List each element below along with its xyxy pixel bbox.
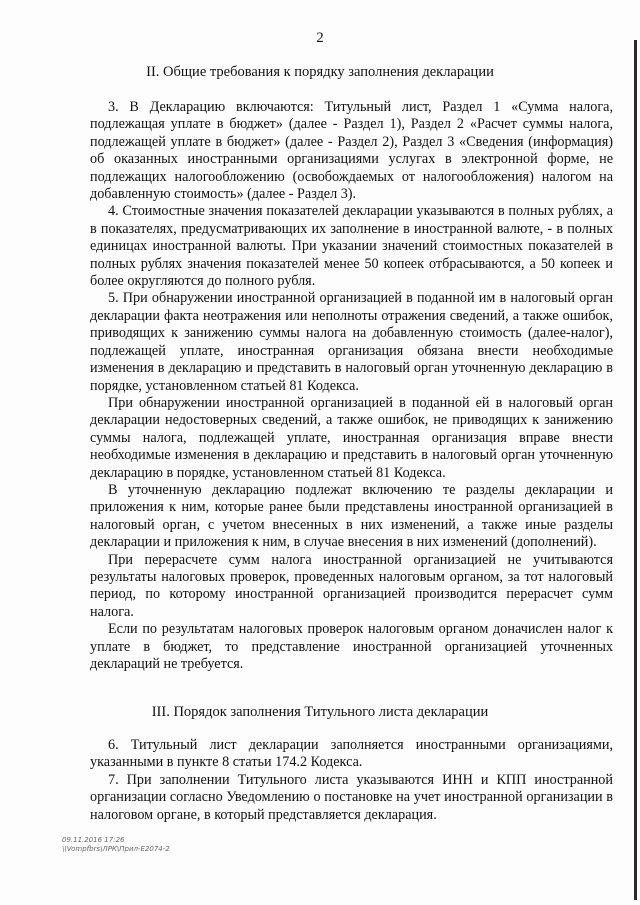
paragraph-7: 7. При заполнении Титульного листа указываются ИНН и КПП иностранной организации согласно Уведомлению о постановке на учет иностранной организации в налоговом органе, в который представляется декларация. bbox=[90, 771, 613, 823]
section-2-title: II. Общие требования к порядку заполнения декларации bbox=[146, 64, 494, 80]
paragraph-6: 6. Титульный лист декларации заполняется иностранными организациями, указанными в пункте 8 статьи 174.2 Кодекса. bbox=[90, 737, 613, 771]
paragraph-5-5: Если по результатам налоговых проверок налоговым органом доначислен налог к уплате в бюджет, то представление иностранной организацией уточненных деклараций не требуется. bbox=[90, 621, 613, 672]
paragraph-5-3: В уточненную декларацию подлежат включению те разделы декларации и приложения к ним, которые ранее были представлены иностранной организацией в налоговый орган, с учетом внесенных в них изменений, а также иные разделы декларации и приложения к ним, в случае внесения в них изменений (дополнений). bbox=[90, 481, 613, 551]
file-footer bbox=[62, 836, 170, 854]
footer-timestamp: 09.11.2016 17:26 bbox=[62, 836, 125, 844]
footer-path: \\Vompfbrs\ЛРК\Прил-Е2074-2 bbox=[62, 845, 170, 853]
paragraph-3: 3. В Декларацию включаются: Титульный лист, Раздел 1 «Сумма налога, подлежащая уплате в бюджет» (далее - Раздел 1), Раздел 2 «Расчет суммы налога, подлежащей уплате в бюджет» (далее - Раздел 2), Раздел 3 «Сведения (информация) об оказанных иностранными организациями услугах в электронной форме, не подлежащих налогообложению (освобождаемых от налогообложения) налогом на добавленную стоимость» (далее - Раздел 3). bbox=[90, 99, 613, 203]
paragraph-5: 5. При обнаружении иностранной организацией в поданной им в налоговый орган декларации факта неотражения или неполноты отражения сведений, а также ошибок, приводящих к занижению суммы налога на добавленную стоимость (далее-налог), подлежащей уплате, иностранная организация обязана внести необходимые изменения в декларацию и представить в налоговый орган уточненную декларацию в порядке, установленном статьей 81 Кодекса. bbox=[90, 290, 613, 394]
page-number: 2 bbox=[316, 30, 324, 46]
scan-edge-mark bbox=[634, 40, 637, 900]
paragraph-5-4: При перерасчете сумм налога иностранной организацией не учитываются результаты налоговых проверок, проведенных налоговым органом, за тот налоговый период, по которому иностранной организацией производится перерасчет сумм налога. bbox=[90, 551, 613, 620]
section-3-body bbox=[90, 737, 613, 824]
paragraph-5-2: При обнаружении иностранной организацией в поданной ей в налоговый орган декларации недостоверных сведений, а также ошибок, не приводящих к занижению суммы налога, подлежащей уплате, иностранная организация вправе внести необходимые изменения в декларацию и представить в налоговый орган уточненную декларацию в порядке, установленном статьей 81 Кодекса. bbox=[90, 394, 613, 481]
section-2-body bbox=[90, 99, 613, 673]
paragraph-4: 4. Стоимостные значения показателей декларации указываются в полных рублях, а в показателях, предусматривающих их заполнение в иностранной валюте, - в полных единицах иностранной валюты. При указании значений стоимостных показателей в полных рублях значения показателей менее 50 копеек отбрасываются, а 50 копеек и более округляются до полного рубля. bbox=[90, 203, 613, 290]
section-3-title: III. Порядок заполнения Титульного листа декларации bbox=[151, 704, 489, 720]
